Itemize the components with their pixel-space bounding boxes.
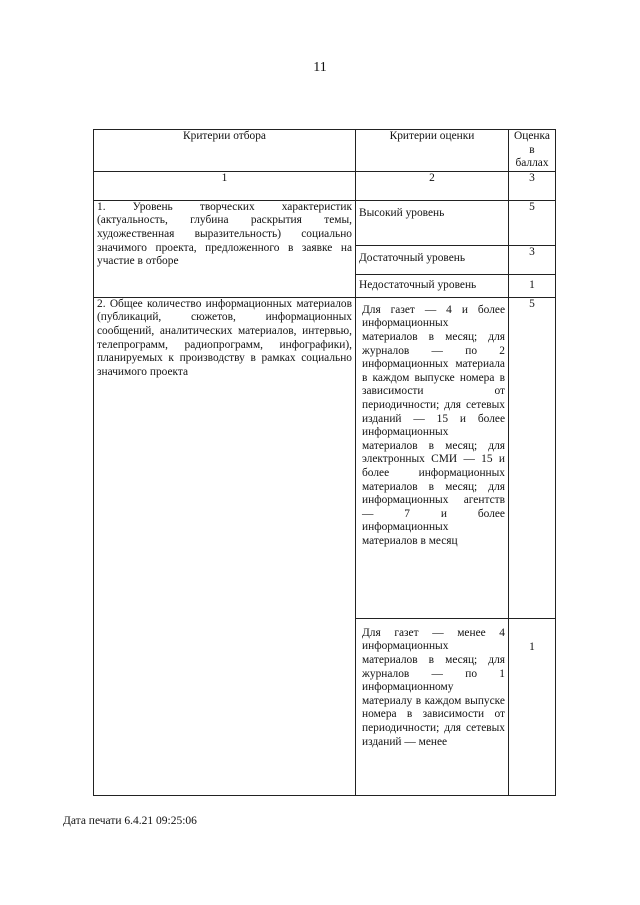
level-score: 5 bbox=[509, 297, 556, 618]
criteria-table bbox=[93, 129, 556, 796]
level-score: 5 bbox=[509, 200, 556, 245]
column-number: 1 bbox=[94, 171, 356, 200]
level-text: Для газет — 4 и более информационных материалов в месяц; для журналов — по 2 информационных материала в каждом выпуске номера в зависимости от периодичности; для сетевых изданий — 15 и более информационных материалов в месяц; для электронных СМИ — 15 и более информационных материалов в месяц; для информационных агентств — 7 и более информационных материалов в месяц bbox=[356, 297, 509, 618]
print-date: Дата печати 6.4.21 09:25:06 bbox=[63, 815, 197, 827]
column-number-row bbox=[94, 171, 556, 200]
level-text: Достаточный уровень bbox=[356, 245, 509, 274]
level-text: Для газет — менее 4 информационных материалов в месяц; для журналов — по 1 информационному материалу в каждом выпуске номера в зависимости от периодичности; для сетевых изданий — менее bbox=[356, 618, 509, 795]
level-text: Недостаточный уровень bbox=[356, 274, 509, 297]
level-score: 1 bbox=[509, 274, 556, 297]
table-row bbox=[94, 297, 556, 618]
table-header-row bbox=[94, 130, 556, 172]
level-score: 1 bbox=[509, 618, 556, 795]
level-score: 3 bbox=[509, 245, 556, 274]
header-selection-criteria: Критерии отбора bbox=[94, 130, 356, 172]
criterion-text: 2. Общее количество информационных материалов (публикаций, сюжетов, информационных сообщений, аналитических материалов, интервью, телепрограмм, радиопрограмм, инфографики), планируемых к производству в рамках социально значимого проекта bbox=[94, 297, 356, 795]
level-text: Высокий уровень bbox=[356, 200, 509, 245]
column-number: 2 bbox=[356, 171, 509, 200]
table-row bbox=[94, 200, 556, 245]
header-evaluation-criteria: Критерии оценки bbox=[356, 130, 509, 172]
page-number: 11 bbox=[313, 60, 327, 75]
column-number: 3 bbox=[509, 171, 556, 200]
criterion-text: 1. Уровень творческих характеристик (актуальность, глубина раскрытия темы, художественная выразительность) социально значимого проекта, предложенного в заявке на участие в отборе bbox=[94, 200, 356, 297]
header-score: Оценка в баллах bbox=[509, 130, 556, 172]
